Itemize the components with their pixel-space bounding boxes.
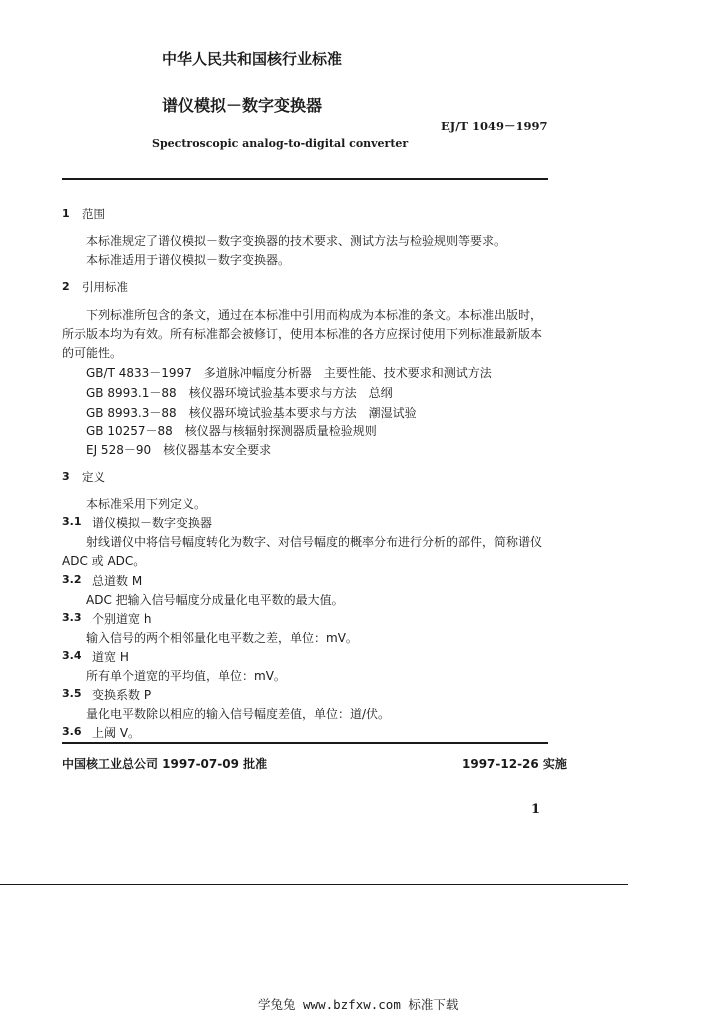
subsection-title: 谱仪模拟－数字变换器: [92, 516, 213, 530]
paragraph: 本标准规定了谱仪模拟－数字变换器的技术要求、测试方法与检验规则等要求。: [86, 234, 507, 248]
reference-item: GB 8993.3－88 核仪器环境试验基本要求与方法 潮湿试验: [86, 406, 417, 420]
reference-item: EJ 528－90 核仪器基本安全要求: [86, 443, 272, 457]
subsection-title: 上阈 V。: [92, 726, 141, 740]
reference-item: GB/T 4833－1997 多道脉冲幅度分析器 主要性能、技术要求和测试方法: [86, 366, 492, 380]
definition-line: ADC 或 ADC。: [62, 554, 146, 568]
paragraph: 本标准采用下列定义。: [86, 497, 207, 511]
org-standard-heading: 中华人民共和国核行业标准: [162, 50, 343, 68]
reference-item: GB 8993.1－88 核仪器环境试验基本要求与方法 总纲: [86, 386, 393, 400]
section-number: 1: [62, 207, 70, 220]
subsection-number: 3.3: [62, 611, 82, 624]
definition-text: 输入信号的两个相邻量化电平数之差，单位：mV。: [86, 631, 358, 645]
header-rule: [62, 178, 548, 180]
standard-code: EJ/T 1049－1997: [441, 119, 548, 133]
paragraph-line: 下列标准所包含的条文，通过在本标准中引用而构成为本标准的条文。本标准出版时，: [86, 308, 543, 322]
section-number: 2: [62, 280, 70, 293]
page-number: 1: [531, 802, 541, 817]
section-title: 定义: [82, 470, 105, 484]
section-title: 范围: [82, 207, 105, 221]
definition-text: ADC 把输入信号幅度分成量化电平数的最大值。: [86, 593, 344, 607]
subsection-number: 3.5: [62, 687, 82, 700]
definition-line: 射线谱仪中将信号幅度转化为数字、对信号幅度的概率分布进行分析的部件，简称谱仪: [86, 535, 543, 549]
subsection-number: 3.6: [62, 725, 82, 738]
section-number: 3: [62, 470, 70, 483]
subsection-title: 道宽 H: [92, 650, 129, 664]
subsection-title: 个别道宽 h: [92, 612, 152, 626]
approval-line: 中国核工业总公司 1997-07-09 批准: [62, 757, 268, 771]
subsection-number: 3.1: [62, 515, 82, 528]
watermark-link[interactable]: 学兔兔 www.bzfxw.com 标准下载: [258, 997, 459, 1012]
subsection-number: 3.4: [62, 649, 82, 662]
definition-text: 量化电平数除以相应的输入信号幅度差值，单位：道/伏。: [86, 707, 391, 721]
section-title: 引用标准: [82, 280, 128, 294]
reference-item: GB 10257－88 核仪器与核辐射探测器质量检验规则: [86, 424, 377, 438]
implementation-line: 1997-12-26 实施: [462, 757, 567, 771]
scan-edge-line: [0, 884, 628, 885]
paragraph: 本标准适用于谱仪模拟－数字变换器。: [86, 253, 291, 267]
paragraph-line: 的可能性。: [62, 346, 123, 360]
document-title-en: Spectroscopic analog-to-digital converter: [152, 137, 409, 150]
subsection-number: 3.2: [62, 573, 82, 586]
footer-rule: [62, 742, 548, 744]
definition-text: 所有单个道宽的平均值，单位：mV。: [86, 669, 286, 683]
subsection-title: 变换系数 P: [92, 688, 152, 702]
subsection-title: 总道数 M: [92, 574, 143, 588]
document-title-cn: 谱仪模拟－数字变换器: [162, 96, 323, 115]
paragraph-line: 所示版本均为有效。所有标准都会被修订，使用本标准的各方应探讨使用下列标准最新版本: [62, 327, 543, 341]
